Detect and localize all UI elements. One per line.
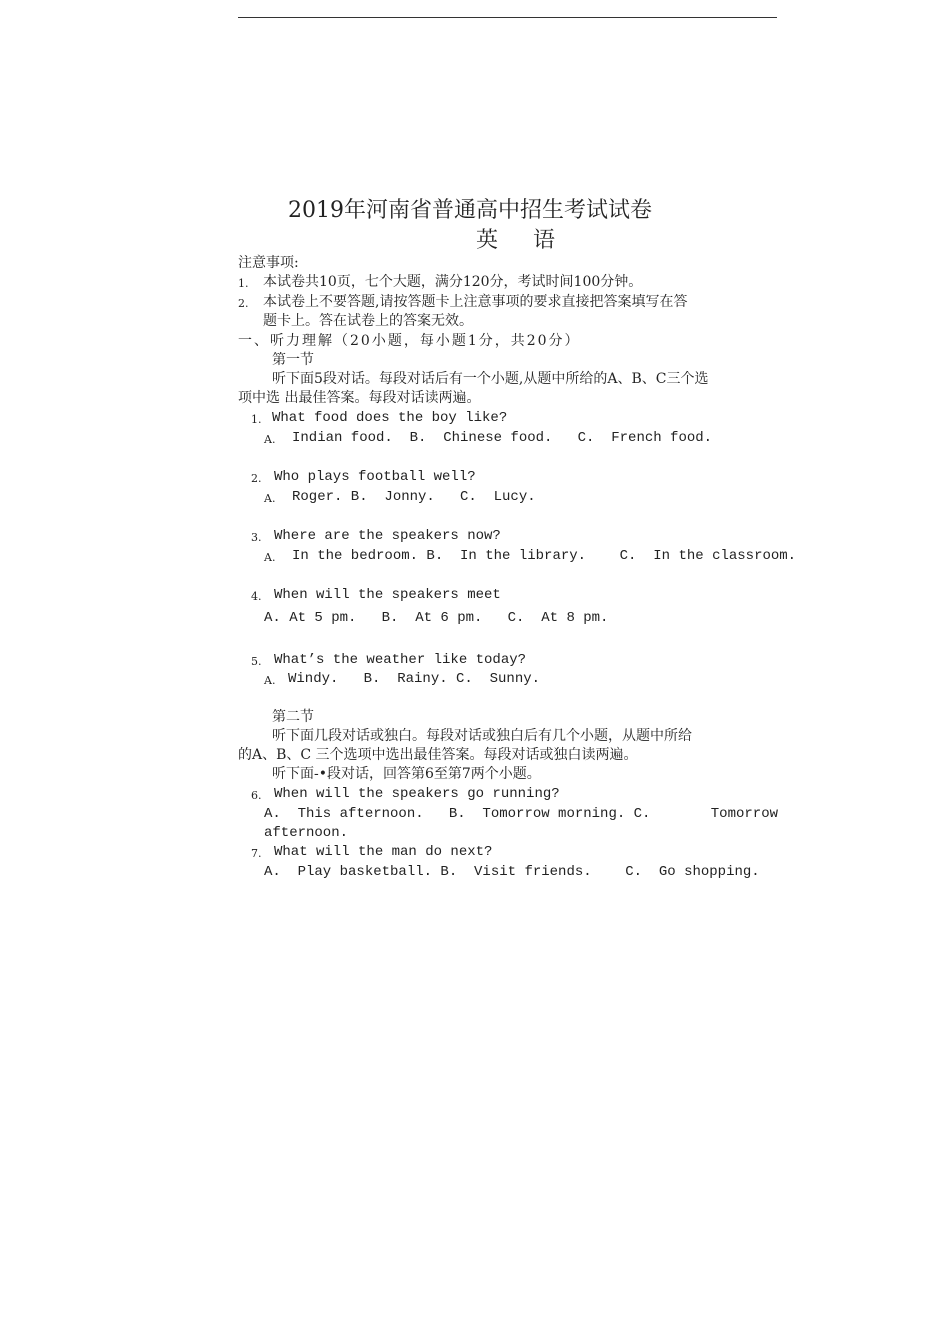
question-number: 5.: [251, 655, 262, 668]
option-label: A.: [264, 674, 276, 687]
question-text: What will the man do next?: [274, 844, 493, 860]
question-options: Roger. B. Jonny. C. Lucy.: [292, 489, 536, 505]
section2-title: 第二节: [272, 709, 314, 725]
question-text: When will the speakers go running?: [274, 786, 560, 802]
question-options: A. Play basketball. B. Visit friends. C. Go shopping.: [264, 864, 760, 880]
question-options: A. At 5 pm. B. At 6 pm. C. At 8 pm.: [264, 610, 609, 626]
question-text: Who plays football well?: [274, 469, 476, 485]
question-text: Where are the speakers now?: [274, 528, 501, 544]
section2-instr-line2: 的A、B、C 三个选项中选出最佳答案。每段对话或独白读两遍。: [238, 747, 638, 763]
question-number: 1.: [251, 413, 262, 426]
section1-title: 第一节: [272, 352, 314, 368]
question-options-cont: afternoon.: [264, 825, 349, 841]
notice-item-2-num: 2.: [238, 297, 249, 310]
notice-item-1: 本试卷共10页，七个大题，满分120分，考试时间100分钟。: [263, 274, 643, 290]
section1-instr-line2: 项中选 出最佳答案。每段对话读两遍。: [238, 390, 481, 406]
question-options: Indian food. B. Chinese food. C. French food.: [292, 430, 713, 446]
option-label: A.: [264, 433, 276, 446]
notice-item-2-cont: 题卡上。答在试卷上的答案无效。: [263, 313, 473, 329]
question-options-right: Tomorrow: [710, 806, 778, 822]
question-text: What food does the boy like?: [272, 410, 508, 426]
exam-title: 2019年河南省普通高中招生考试试卷: [288, 198, 652, 223]
header-rule: [238, 17, 777, 18]
notice-item-2: 本试卷上不要答题,请按答题卡上注意事项的要求直接把答案填写在答: [263, 294, 688, 310]
exam-subject: 英 语: [476, 228, 569, 253]
question-number: 7.: [251, 847, 262, 860]
notice-item-1-num: 1.: [238, 277, 249, 290]
option-label: A.: [264, 551, 276, 564]
part1-heading: 一、听力理解（20小题，每小题1分，共20分）: [238, 333, 581, 349]
question-text: What’s the weather like today?: [274, 652, 527, 668]
question-text: When will the speakers meet: [274, 587, 501, 603]
question-options-justified: [264, 805, 778, 823]
section2-instr-line1: 听下面几段对话或独白。每段对话或独白后有几个小题，从题中所给: [272, 728, 692, 744]
section1-instr-line1: 听下面5段对话。每段对话后有一个小题,从题中所给的A、B、C三个选: [272, 371, 709, 387]
option-label: A.: [264, 492, 276, 505]
question-options-left: A. This afternoon. B. Tomorrow morning. C.: [264, 806, 651, 822]
question-options: In the bedroom. B. In the library. C. In the classroom.: [292, 548, 797, 564]
question-number: 3.: [251, 531, 262, 544]
notice-heading: 注意事项:: [238, 255, 299, 271]
question-number: 4.: [251, 590, 262, 603]
section2-instr-line3: 听下面-•段对话，回答第6至第7两个小题。: [272, 766, 541, 782]
question-number: 2.: [251, 472, 262, 485]
question-number: 6.: [251, 789, 262, 802]
question-options: Windy. B. Rainy. C. Sunny.: [288, 671, 541, 687]
